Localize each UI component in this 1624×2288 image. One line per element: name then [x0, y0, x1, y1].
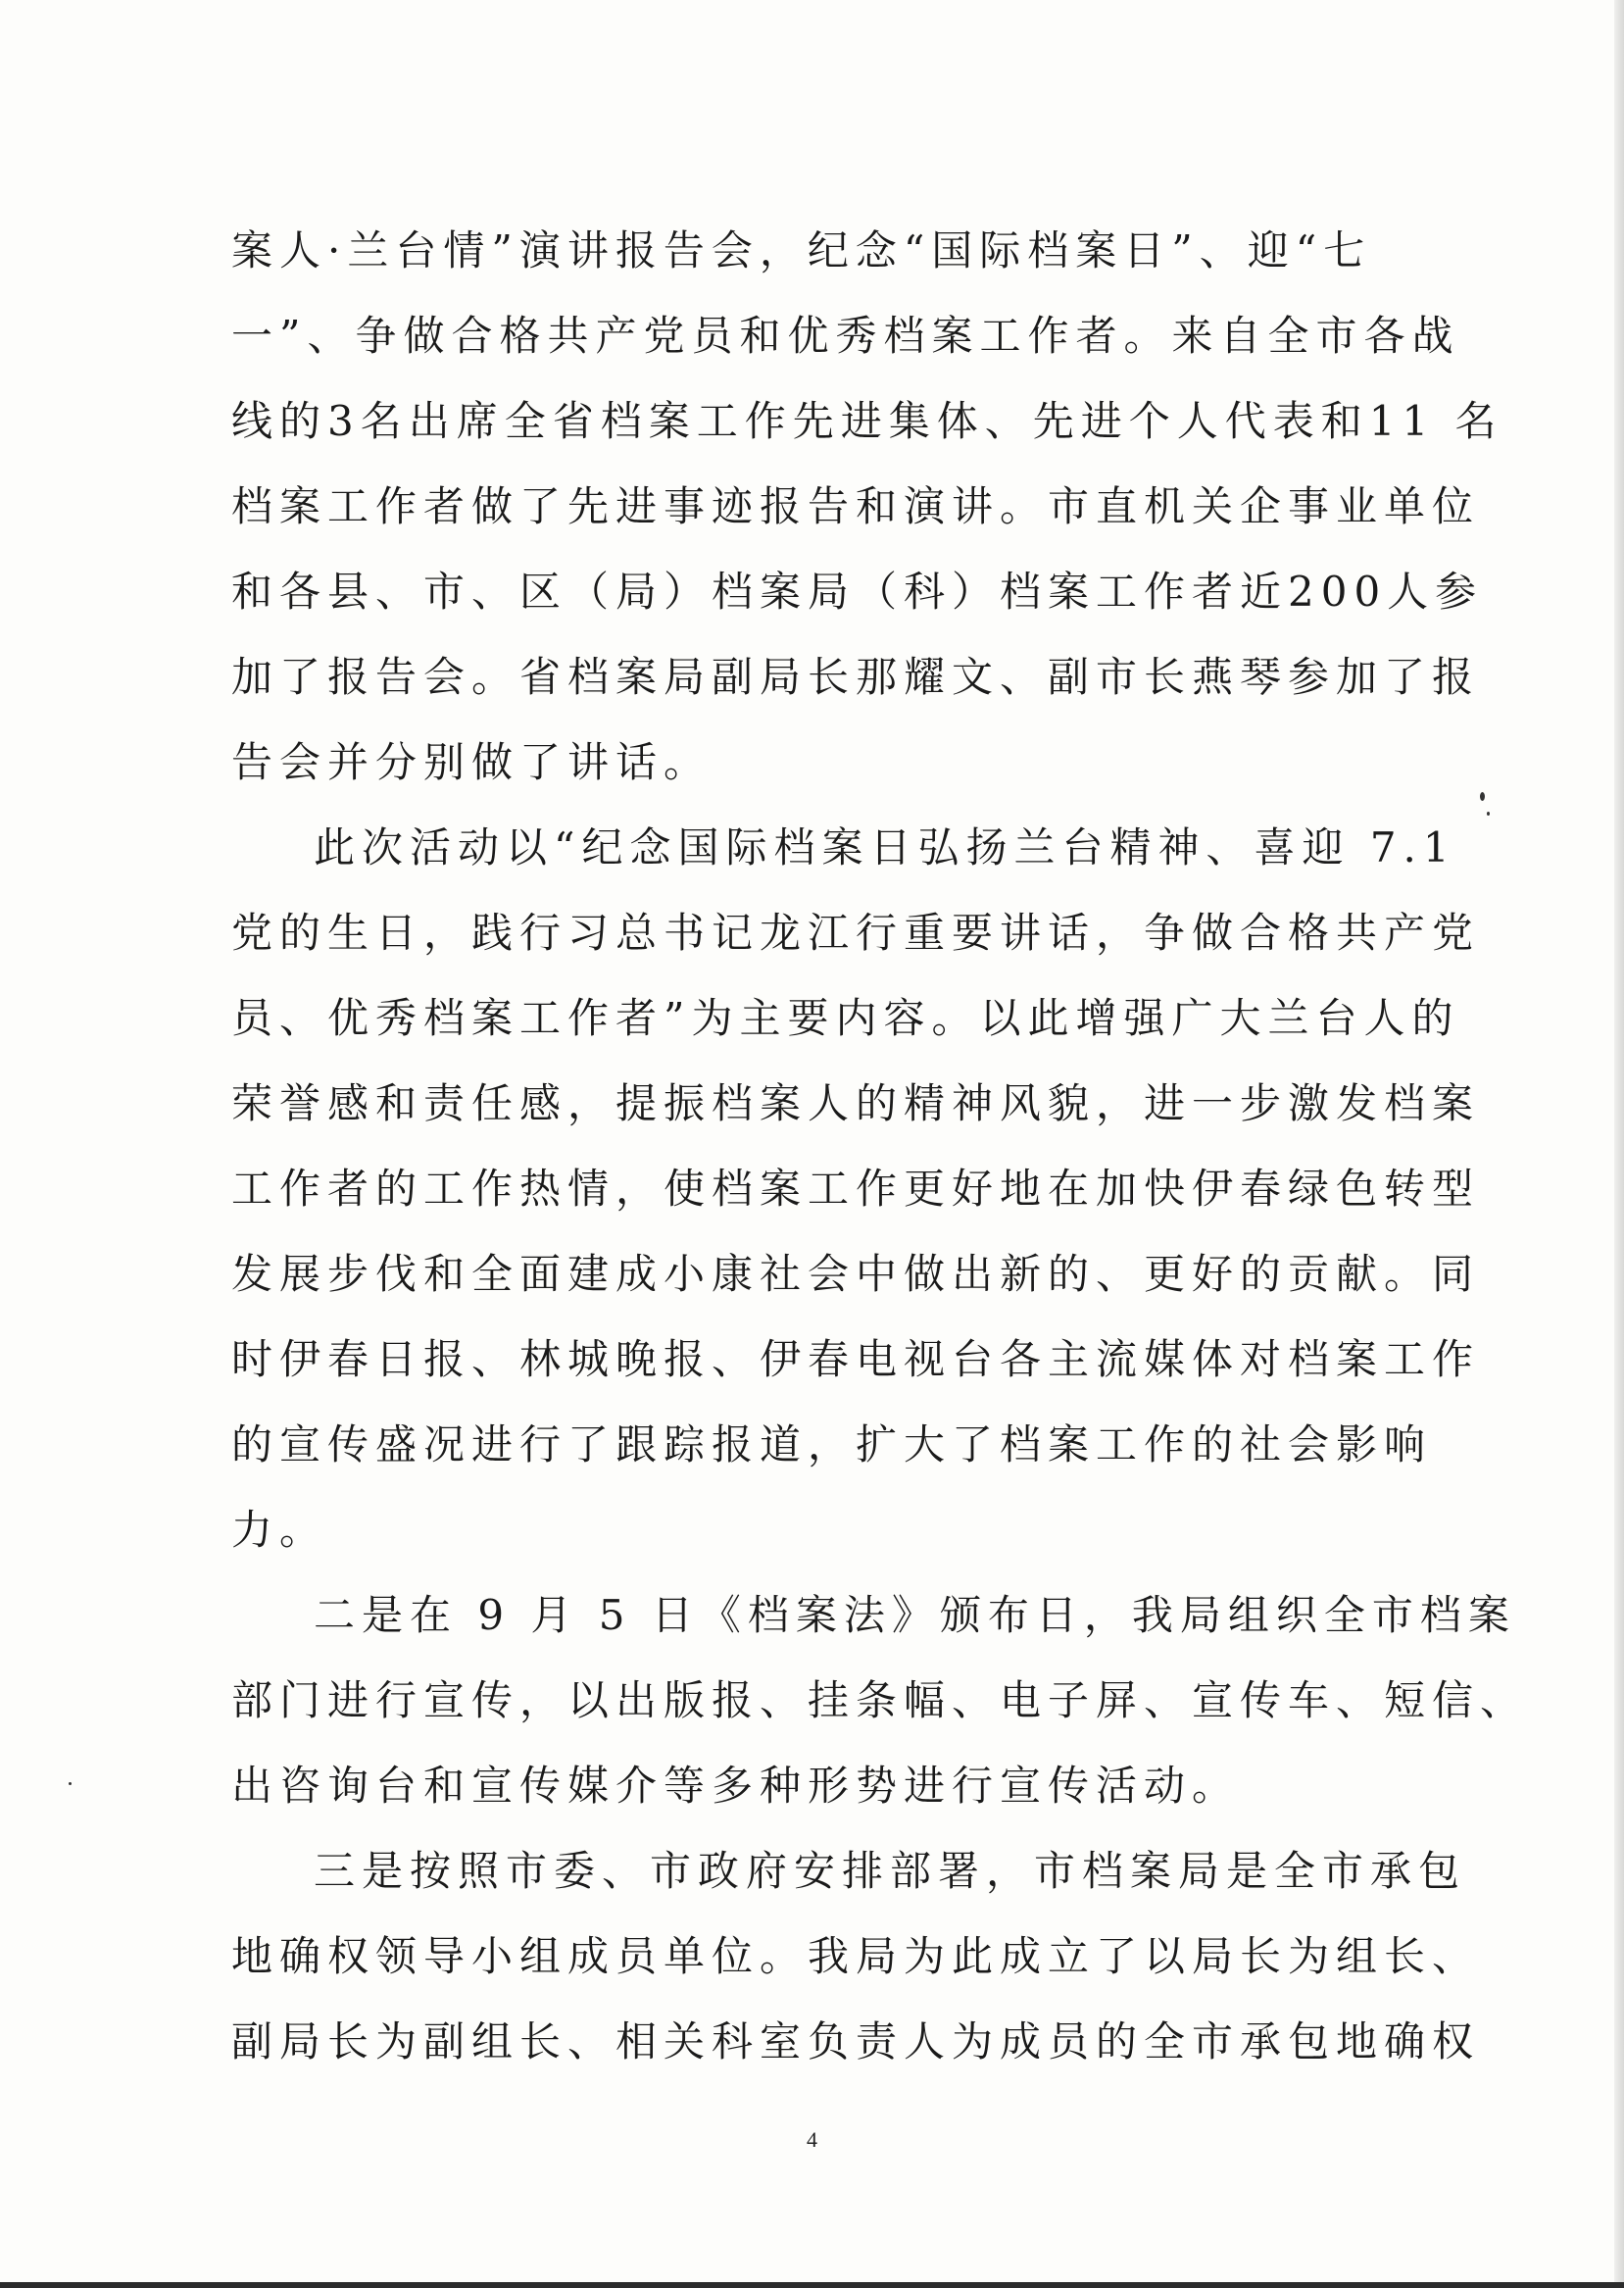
- text-line: 和各县、市、区（局）档案局（科）档案工作者近200人参: [231, 568, 1484, 616]
- body-text: [231, 208, 1529, 2084]
- text-line: 荣誉感和责任感，提振档案人的精神风貌，进一步激发档案: [231, 1079, 1481, 1127]
- text-line: 工作者的工作热情，使档案工作更好地在加快伊春绿色转型: [231, 1165, 1481, 1213]
- scan-edge-right: [1614, 0, 1624, 2288]
- text-line: 地确权领导小组成员单位。我局为此成立了以局长为组长、: [231, 1932, 1481, 1980]
- text-line: 的宣传盛况进行了跟踪报道，扩大了档案工作的社会影响: [231, 1420, 1433, 1468]
- text-line: 线的3名出席全省档案工作先进集体、先进个人代表和11 名: [231, 397, 1503, 445]
- scan-edge-bottom: [0, 2282, 1624, 2288]
- text-line: 发展步伐和全面建成小康社会中做出新的、更好的贡献。同: [231, 1250, 1481, 1298]
- text-line: 时伊春日报、林城晚报、伊春电视台各主流媒体对档案工作: [231, 1335, 1481, 1383]
- text-line: 部门进行宣传，以出版报、挂条幅、电子屏、宣传车、短信、: [231, 1676, 1529, 1724]
- text-line: 出咨询台和宣传媒介等多种形势进行宣传活动。: [231, 1762, 1241, 1810]
- text-line: 档案工作者做了先进事迹报告和演讲。市直机关企事业单位: [231, 482, 1481, 530]
- text-line: 力。: [231, 1506, 328, 1554]
- paragraph-start-line: 三是按照市委、市政府安排部署，市档案局是全市承包: [314, 1847, 1467, 1895]
- text-line: 员、优秀档案工作者”为主要内容。以此增强广大兰台人的: [231, 994, 1460, 1042]
- page-number: 4: [807, 2127, 817, 2152]
- text-line: 案人·兰台情”演讲报告会，纪念“国际档案日”、迎“七: [231, 226, 1372, 274]
- text-line: 告会并分别做了讲话。: [231, 738, 713, 786]
- paragraph-start-line: 二是在 9 月 5 日《档案法》颁布日，我局组织全市档案: [314, 1591, 1516, 1639]
- text-line: 一”、争做合格共产党员和优秀档案工作者。来自全市各战: [231, 312, 1460, 360]
- scan-speck: [1480, 792, 1485, 801]
- scan-speck: [69, 1782, 72, 1785]
- paragraph-start-line: 此次活动以“纪念国际档案日弘扬兰台精神、喜迎 7.1: [314, 823, 1456, 871]
- text-line: 党的生日，践行习总书记龙江行重要讲话，争做合格共产党: [231, 909, 1481, 957]
- text-line: 副局长为副组长、相关科室负责人为成员的全市承包地确权: [231, 2017, 1481, 2065]
- text-line: 加了报告会。省档案局副局长那耀文、副市长燕琴参加了报: [231, 653, 1481, 701]
- scan-speck: [1487, 812, 1490, 816]
